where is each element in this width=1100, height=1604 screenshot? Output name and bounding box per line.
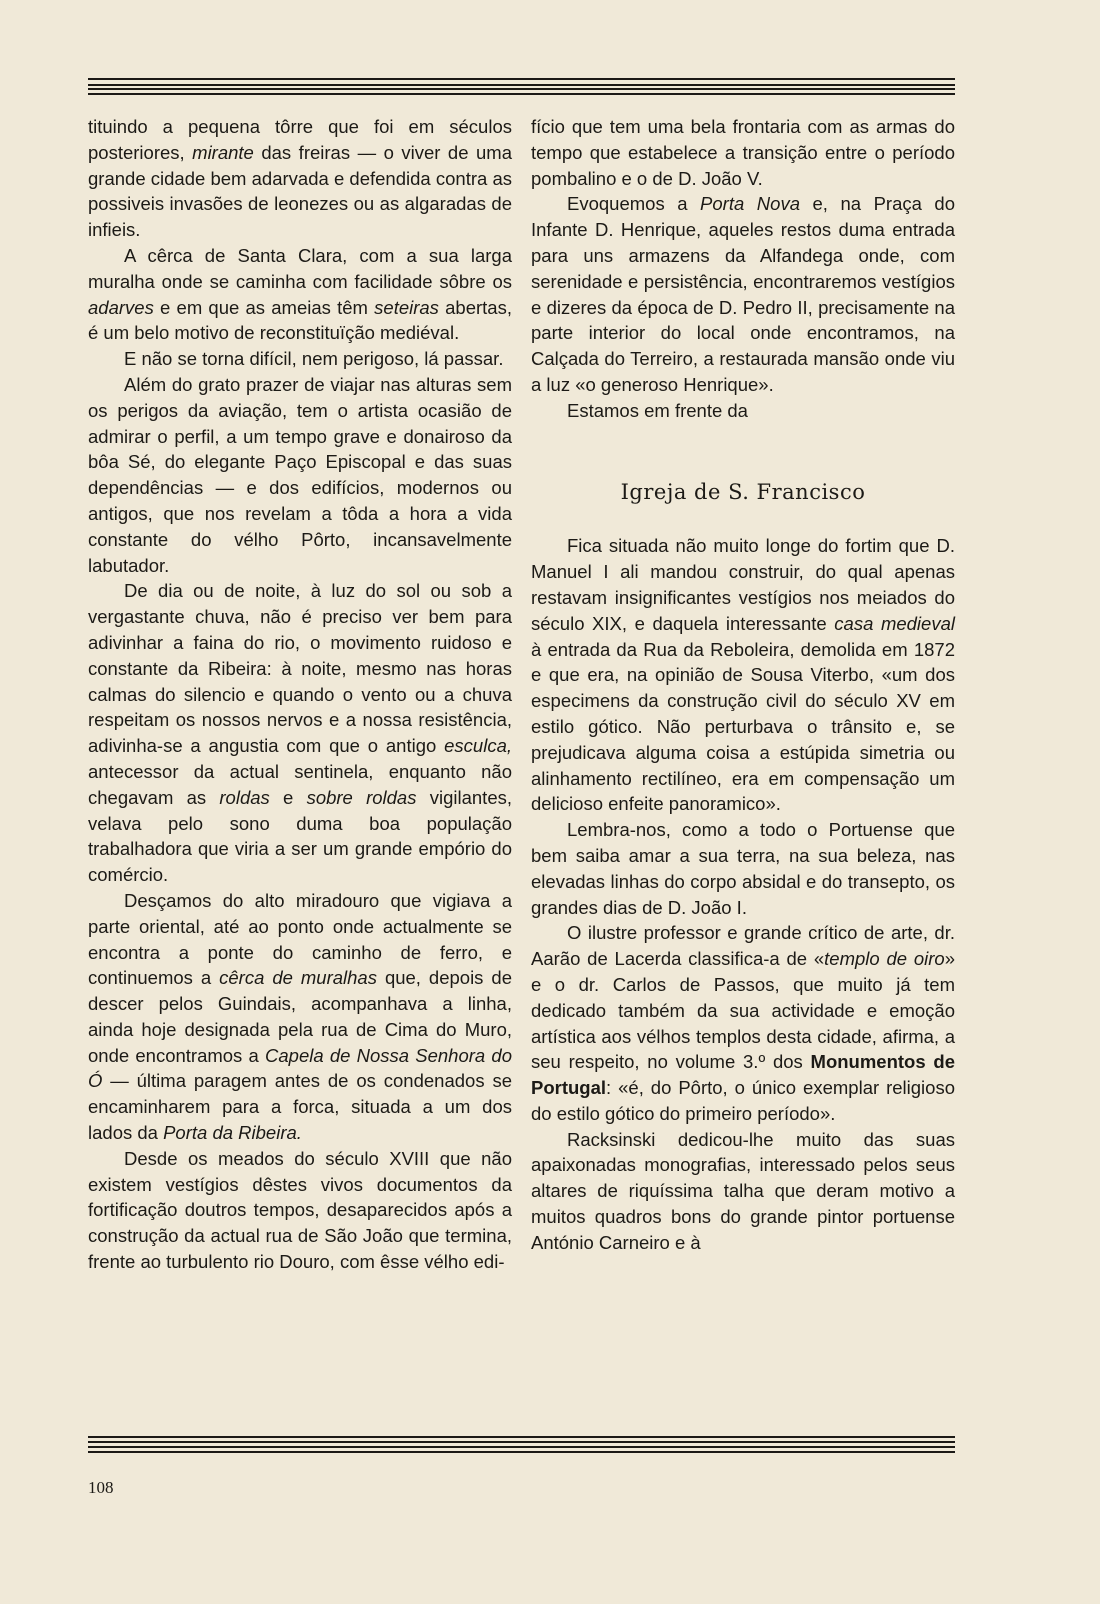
paragraph: Estamos em frente da xyxy=(567,399,748,421)
paragraph: Fica situada não muito longe do fortim que D. Manuel I ali mandou construir, do qual apenas restavam insignificantes vestígios nos meiados do século XIX, e daquela interessante casa medieval à entrada da Rua da Reboleira, demolida em 1872 e que era, na opinião de Sousa Viterbo, «um dos especimens da construção civil do século XV em estilo gótico. Não perturbava o trânsito e, se prejudicava alguma coisa a estúpida simetria ou alinhamento rectilíneo, era em compensação um delicioso enfeite panoramico». xyxy=(531,535,955,815)
paragraph: Racksinski dedicou-lhe muito das suas apaixonadas monografias, interessado pelos seus altares de riquíssima talha que deram motivo a muitos quadros bons do grande pintor portuense António Carneiro e à xyxy=(531,1128,955,1253)
paragraph: Além do grato prazer de viajar nas alturas sem os perigos da aviação, tem o artista ocasião de admirar o perfil, a um tempo grave e donairoso da bôa Sé, do elegante Paço Episcopal e das suas dependências — e dos edifícios, modernos ou antigos, que nos revelam a tôda a hora a vida constante do vélho Pôrto, incansavelmente labutador. xyxy=(88,373,512,576)
left-column xyxy=(88,114,512,1420)
paragraph: Desde os meados do século XVIII que não existem vestígios dêstes vivos documentos da fortificação doutros tempos, desaparecidos após a construção da actual rua de São João que termina, frente ao turbulento rio Douro, com êsse vélho edi- xyxy=(88,1147,512,1273)
paragraph: De dia ou de noite, à luz do sol ou sob a vergastante chuva, não é preciso ver bem para adivinhar a faina do rio, o movimento ruidoso e constante da Ribeira: à noite, mesmo nas horas calmas do silencio e quando o vento ou a chuva respeitam os nossos nervos e a nossa resistência, adivinha-se a angustia com que o antigo esculca, antecessor da actual sentinela, enquanto não chegavam as roldas e sobre roldas vigilantes, velava pelo sono duma boa população trabalhadora que viria a ser um grande empório do comércio. xyxy=(88,580,512,886)
paragraph: tituindo a pequena tôrre que foi em séculos posteriores, mirante das freiras — o viver de uma grande cidade bem adarvada e defendida contra as possiveis invasões de leonezes ou as algaradas de infieis. xyxy=(88,116,512,241)
paragraph: Lembra-nos, como a todo o Portuense que bem saiba amar a sua terra, na sua beleza, nas elevadas linhas do corpo absidal e do transepto, os grandes dias de D. João I. xyxy=(531,819,955,918)
paragraph: O ilustre professor e grande crítico de arte, dr. Aarão de Lacerda classifica-a de «templo de oiro» e o dr. Carlos de Passos, que muito já tem dedicado também da sua actividade e emoção artística aos vélhos templos desta cidade, afirma, a seu respeito, no volume 3.º dos Monumentos de Portugal: «é, do Pôrto, o único exemplar religioso do estilo gótico do primeiro período». xyxy=(531,922,955,1124)
bottom-rule xyxy=(88,1436,955,1458)
paragraph: Desçamos do alto miradouro que vigiava a parte oriental, até ao ponto onde actualmente se encontra a ponte do caminho de ferro, e continuemos a cêrca de muralhas que, depois de descer pelos Guindais, acompanhava a linha, ainda hoje designada pela rua de Cima do Muro, onde encontramos a Capela de Nossa Senhora do Ó — última paragem antes de os condenados se encaminharem para a forca, situada a um dos lados da Porta da Ribeira. xyxy=(88,889,512,1144)
text-columns xyxy=(88,114,955,1420)
page-number: 108 xyxy=(88,1478,114,1497)
top-rule xyxy=(88,78,955,100)
paragraph: E não se torna difícil, nem perigoso, lá passar. xyxy=(124,348,504,370)
section-heading: Igreja de S. Francisco xyxy=(620,479,866,504)
paragraph: fício que tem uma bela frontaria com as armas do tempo que estabelece a transição entre o período pombalino e o de D. João V. xyxy=(531,116,955,189)
paragraph: A cêrca de Santa Clara, com a sua larga muralha onde se caminha com facilidade sôbre os adarves e em que as ameias têm seteiras abertas, é um belo motivo de reconstituïção mediéval. xyxy=(88,244,512,344)
paragraph: Evoquemos a Porta Nova e, na Praça do Infante D. Henrique, aqueles restos duma entrada para uns armazens da Alfandega onde, com serenidade e persistência, encontraremos vestígios e dizeres da época de D. Pedro II, precisamente na parte interior do local onde encontramos, na Calçada do Terreiro, a restaurada mansão onde viu a luz «o generoso Henrique». xyxy=(531,193,956,395)
right-column xyxy=(531,114,955,1420)
